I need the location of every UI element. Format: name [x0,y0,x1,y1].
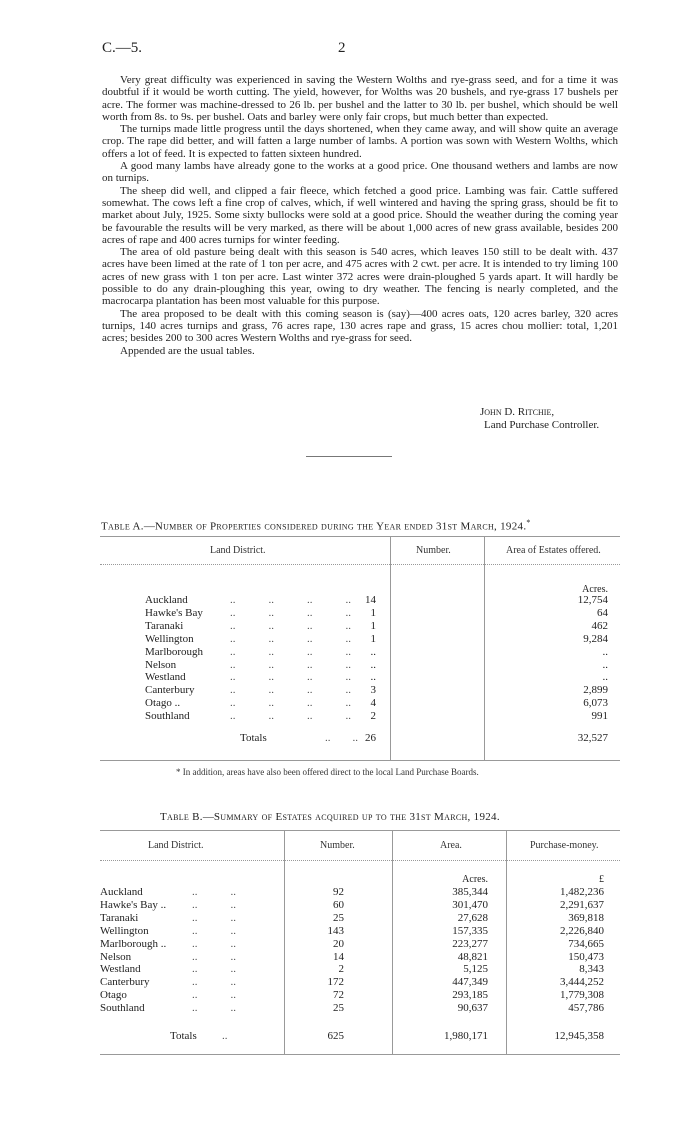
table-a-row-dots: .. .. .. .. [230,684,351,697]
table-b-totals-money: 12,945,358 [554,1030,604,1042]
table-a-title: Number of Properties considered during the Year ended 31st March, 1924. [154,520,527,533]
table-a-number: .. [370,671,376,684]
signature-name: John D. Ritchie, [480,406,555,418]
paragraph: The area of old pasture being dealt with this season is 540 acres, which leaves 150 still to be dealt with. 437 acres have been limed at the rate of 1 ton per acre, and 475 acres with 2 cwt. per acre. It is intended to try liming 100 acres of new grass with 1 ton per acre. Last winter 372 acres were drain-ploughed 5 yards apart. It will hardly be possible to do any drain-ploughing this year, owing to dry weather. The fencing is nearly completed, and the macrocarpa plantation has been most valuable for this purpose. [102,246,618,308]
table-a-area: 6,073 [583,697,608,710]
paragraph: The area proposed to be dealt with this coming season is (say)—400 acres oats, 120 acres barley, 320 acres turnips, 140 acres turnips and grass, 76 acres rape, 130 acres rape and grass, 15 acres chou mollier: total, 1,201 acres; besides 200 to 300 acres Western Wolths and rye-grass for seed. [102,307,618,345]
table-a-totals-number: 26 [365,732,376,744]
table-a-row-dots: .. .. .. .. [230,645,351,658]
section-divider [306,456,392,457]
table-a-number: .. [370,658,376,671]
table-a-row-dots: .. .. .. .. [230,658,351,671]
table-b-totals-dots: .. [222,1030,228,1042]
table-a-number: 3 [370,684,376,697]
table-a-area: 991 [591,710,608,723]
table-a-totals-area: 32,527 [577,732,608,744]
table-b-number: 25 [333,1002,344,1015]
table-a-footnote-mark: * [526,518,531,527]
signature-title: Land Purchase Controller. [484,419,600,431]
table-b-district: Wellington [100,924,149,937]
table-a-row-dots: .. .. .. .. [230,710,351,723]
table-b-district: Otago [100,989,127,1002]
table-b-money: 8,343 [579,963,604,976]
table-b-row-dots: .. .. [192,1002,236,1015]
table-b-unit-area: Acres. [462,874,488,885]
document-code: C.—5. [102,40,143,56]
table-a-number: 2 [370,710,376,723]
table-a-col-district: Land District. [210,545,266,556]
table-a-district: Canterbury [145,684,195,697]
table-a-number: .. [370,645,376,658]
table-b-area: 157,335 [452,924,488,937]
table-a-number: 1 [370,606,376,619]
table-a-prefix: Table A. [101,520,144,533]
table-a-district: Otago .. [145,697,181,710]
table-b-district: Hawke's Bay .. [100,898,167,911]
table-b-number: 92 [333,886,344,898]
table-b-totals-area: 1,980,171 [444,1030,488,1042]
table-b [100,830,620,1060]
table-a-district: Nelson [145,658,177,671]
table-b-number: 172 [327,976,344,989]
table-a-row-dots: .. .. .. .. [230,594,351,606]
table-b-col-rule [506,830,507,1054]
table-b-top-rule [100,830,620,831]
table-b-money: 2,226,840 [560,924,604,937]
table-a-number: 4 [370,697,376,710]
table-a-area: .. [602,658,608,671]
table-b-totals-label: Totals [170,1030,197,1042]
table-b-bottom-rule [100,1054,620,1055]
table-b-money: 1,482,236 [560,886,604,898]
table-b-district: Canterbury [100,976,150,989]
page-number: 2 [338,40,346,56]
table-b-area: 27,628 [457,911,488,924]
table-b-row-dots: .. .. [192,976,236,989]
table-a-area: .. [602,671,608,684]
table-b-row-dots: .. .. [192,911,236,924]
table-b-col-money: Purchase-money. [530,840,599,851]
table-a-district: Taranaki [145,619,184,632]
paragraph: Appended are the usual tables. [120,344,255,357]
table-b-number: 60 [333,898,344,911]
table-b-row-dots: .. .. [192,924,236,937]
table-a-col-number: Number. [416,545,451,556]
table-a-area: 9,284 [583,632,608,645]
table-a-district: Auckland [145,594,188,606]
table-a-dash: — [143,520,155,533]
table-a-area: .. [602,645,608,658]
table-b-row-dots: .. .. [192,989,236,1002]
table-b-district: Southland [100,1002,145,1015]
table-b-area: 5,125 [463,963,488,976]
table-b-number: 14 [333,950,344,963]
table-b-number: 72 [333,989,344,1002]
table-b-area: 293,185 [452,989,488,1002]
table-a [100,536,620,766]
table-a-district: Hawke's Bay [145,606,203,619]
table-b-title: Summary of Estates acquired up to the 31st March, 1924. [213,811,500,823]
table-a-area: 2,899 [583,684,608,697]
table-b-row-dots: .. .. [192,950,236,963]
table-b-number: 20 [333,937,344,950]
table-b-money: 369,818 [568,911,604,924]
table-a-totals-dots: .. .. [325,732,358,744]
paragraph: Very great difficulty was experienced in saving the Western Wolths and rye-grass seed, and for a time it was doubtful if it would be worth cutting. The yield, however, for Wolths was 20 bushels, and rye-grass 17 bushels per acre. The former was machine-dressed to 26 lb. per bushel and the latter to 30 lb. per bushel, which should be well worth from 8s. to 9s. per bushel. Oats and barley were only fair crops, but much better than expected. [102,74,618,123]
table-b-row-dots: .. .. [192,886,236,898]
table-a-row-dots: .. .. .. .. [230,671,351,684]
table-a-number: 14 [365,594,376,606]
table-b-row-dots: .. .. [192,963,236,976]
table-a-district: Southland [145,710,190,723]
table-b-row-dots: .. .. [192,937,236,950]
table-b-row-dots: .. .. [192,898,236,911]
table-b-totals-number: 625 [327,1030,344,1042]
table-b-dash: — [202,811,214,823]
table-b-money: 3,444,252 [560,976,604,989]
table-b-unit-money: £ [599,874,604,885]
paragraph: The sheep did well, and clipped a fair fleece, which fetched a good price. Lambing was fair. Cattle suffered somewhat. The cows left a fine crop of calves, which, if well wintered and having the spring grass, should be fit to market about July, 1925. Some sixty bullocks were sold at a good price. Should the weather during the coming year be favourable the results will be very marked, as there will be about 1,000 acres of new grass available, besides 200 acres of rape and 400 acres turnips for winter feeding. [102,184,618,246]
table-a-row-dots: .. .. .. .. [230,606,351,619]
table-b-number: 25 [333,911,344,924]
table-a-number: 1 [370,619,376,632]
table-a-row-dots: .. .. .. .. [230,632,351,645]
table-b-col-area: Area. [440,840,462,851]
table-b-district: Marlborough .. [100,937,167,950]
table-a-footnote: * In addition, areas have also been offered direct to the local Land Purchase Boards. [176,767,479,777]
table-a-bottom-rule [100,760,620,761]
table-a-caption [101,518,530,533]
table-b-col-rule [392,830,393,1054]
table-b-district: Westland [100,963,141,976]
table-b-col-rule [284,830,285,1054]
table-b-district: Taranaki [100,911,139,924]
table-a-district: Westland [145,671,186,684]
table-a-row-dots: .. .. .. .. [230,619,351,632]
table-a-top-rule [100,536,620,537]
table-b-money: 1,779,308 [560,989,604,1002]
table-b-area: 385,344 [452,886,488,898]
table-b-caption [160,811,500,823]
table-b-money: 2,291,637 [560,898,604,911]
table-a-row-dots: .. .. .. .. [230,697,351,710]
table-a-district: Marlborough [145,645,204,658]
table-a-area: 12,754 [577,594,608,606]
table-b-number: 143 [327,924,344,937]
table-a-area: 64 [597,606,608,619]
table-a-col-rule [390,536,391,760]
table-a-totals-label: Totals [240,732,267,744]
table-b-number: 2 [338,963,344,976]
table-b-col-number: Number. [320,840,355,851]
table-a-number: 1 [370,632,376,645]
table-b-district: Nelson [100,950,132,963]
table-b-money: 457,786 [568,1002,604,1015]
table-a-area: 462 [591,619,608,632]
table-a-col-rule [484,536,485,760]
table-b-money: 150,473 [568,950,604,963]
table-b-col-district: Land District. [148,840,204,851]
paragraph: The turnips made little progress until the days shortened, when they came away, and will show quite an average crop. The rape did better, and will fatten a large number of lambs. A portion was sown with Western Wolths, which offers a lot of feed. It is expected to fatten sixteen hundred. [102,123,618,160]
paragraph: A good many lambs have already gone to the works at a good price. One thousand wethers and lambs are now on turnips. [102,160,618,185]
table-b-money: 734,665 [568,937,604,950]
table-b-area: 48,821 [457,950,488,963]
table-b-district: Auckland [100,886,143,898]
table-b-area: 447,349 [452,976,488,989]
table-b-area: 90,637 [457,1002,488,1015]
table-a-col-area: Area of Estates offered. [506,545,601,556]
table-a-unit-area: Acres. [582,584,608,595]
body-text [102,74,618,357]
table-b-area: 301,470 [452,898,488,911]
table-b-area: 223,277 [452,937,488,950]
table-b-prefix: Table B. [160,811,203,823]
table-a-district: Wellington [145,632,194,645]
